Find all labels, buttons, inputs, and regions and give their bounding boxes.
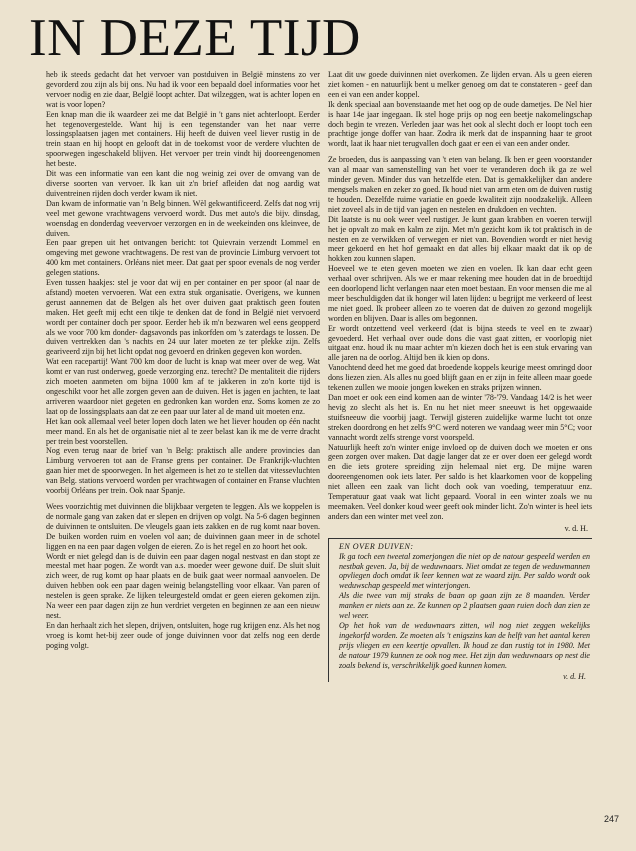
right-column: [328, 70, 592, 840]
paragraph: Ik denk speciaal aan bovenstaande met het oog op de oude dametjes. De Nel hier is haar 14e jaar ingegaan. Ik stel hoge prijs op nog een beetje nakomelingschap doch begin te vrezen. Verleden jaar was het ook al slecht doch er loopt toch een prachtige jonge doffer van haar. Zodra ik merk dat de inspanning haar te groot wordt, laat ik haar niet terugvallen doch gaat er een ei van een ander onder.: [328, 99, 592, 149]
paragraph: heb ik steeds gedacht dat het vervoer van postduiven in België minstens zo ver gevorderd zou zijn als bij ons. Nu had ik voor een bepaald doel informaties voor het vervoer nodig en zie daar, België loopt achter. Dat wilzeggen, wat is achter lopen en wat is voor lopen?: [46, 70, 320, 109]
paragraph: Het kan ook allemaal veel beter lopen doch laten we het liever houden op één nacht meer mand. En als het de organisatie niet al te zeer belast kan ik me de verre dracht per trein best voorstellen.: [46, 416, 320, 446]
sidebar-box: [328, 538, 592, 683]
paragraph: Dan kwam de informatie van 'n Belg binnen. Wèl gekwantificeerd. Zelfs dat nog vrij veel met gewone vrachtwagens vervoerd wordt. Dus met auto's die bijv. dinsdag, woensdag en donderdag veevervoer verzorgen en in de weekeinden ons kleinvee, de duiven.: [46, 198, 320, 238]
paragraph: Dit laatste is nu ook weer veel rustiger. Je kunt gaan krabben en voeren terwijl het je opvalt zo mak en kalm ze zijn. Met m'n gezicht kom ik tot praktisch in de nesten en ze verwikken of verwegen er niet van. Bovendien wordt er niet hevig meer gekoerd en het hof gemaakt en dat alles bij elkaar maakt dat ik op de hokken zou kunnen slapen.: [328, 214, 592, 264]
paragraph: Wordt er niet gelegd dan is de duivin een paar dagen nogal nestvast en dan stopt ze meestal met haar pogen. Ze wordt van a.s. moeder weer gewone duif. De sluit sluit zich weer, de rug komt op haar plaats en de buik gaat weer normaal aanvoelen. De duiven hebben ook een paar dagen weinig belangstelling voor elkaar. Van paren of nestelen is geen sprake. Ze lijken teleurgesteld omdat er geen eieren gekomen zijn. Na weer een paar dagen zijn ze hun verdriet vergeten en beginnen ze aan een nieuw nest.: [46, 551, 320, 620]
paragraph: Nog even terug naar de brief van 'n Belg: praktisch alle andere provincies dan Limburg vervoeren tot aan de Franse grens per container. De Frankrijk-vluchten gaan hier met de spoorwegen. In het algemeen is het zo te stellen dat vitessevluchten van Belg. stations vervoerd worden per vrachtwagen of container en Franse vluchten voorbij Orléans per trein. Ook naar Spanje.: [46, 446, 320, 496]
box-signature: v. d. H.: [563, 672, 586, 682]
paragraph: Dan moet er ook een eind komen aan de winter '78-'79. Vandaag 14/2 is het weer hevig zo slecht als het is. En nu het niet meer sneeuwt is het opgewaaide stuifsneeuw die voorbij jaagt. Terwijl gisteren zuidelijke warme lucht tot onze streken doordrong en het zelfs 9°C werd noteren we vandaag weer min 5°C; voor vannacht wordt zelfs strenge vorst voorspeld.: [328, 393, 592, 442]
right-column-body: [328, 70, 592, 522]
paragraph: Natuurlijk heeft zo'n winter enige invloed op de duiven doch we moeten er ons geen zorgen over maken. Dat dagje langer dat ze er over doen eer gelegd wordt en die iets grotere spreiding zijn helemaal niet erg. De mijne waren dooreengenomen ook iets later. Per saldo is het klaarkomen voor de koppeling niet alleen een zaak van licht doch ook van voeding, temperatuur enz. Temperatuur gaat vaak wat licht gepaard. Vooral in een winter zoals we nu meemaken. Veel donker koud weer geeft ook minder licht. Zo'n winter is heel iets anders dan een winter met veel zon.: [328, 442, 592, 521]
paragraph: Als die twee van mij straks de baan op gaan zijn ze 8 maanden. Verder manken er niets aan ze. Ze kunnen op 2 plaatsen gaan ruien doch dan zien ze wel weer.: [339, 591, 590, 621]
box-body: [339, 552, 590, 671]
paragraph: Dit was een informatie van een kant die nog weinig zei over de omvang van de diverse soorten van vervoer. Ik kan uit z'n brief afleiden dat nog aardig wat duiventreinen rijden doch verder kwam ik niet.: [46, 169, 320, 198]
paragraph: Ze broeden, dus is aanpassing van 't eten van belang. Ik ben er geen voorstander van al maar van samenstelling van het voer te veranderen doch ik ga ze wel minder geven. Minder dus van hetzelfde eten. Dat is gemakkelijker dan andere mengsels maken en zeker zo goed. Ik houd niet van arm eten om de duiven rustig te houden. Dezelfde ruime variatie en goede kwaliteit zijn noodzakelijk. Alleen niet zoveel als in de tijd van jagen en nestelen en drukdoen en vechten.: [328, 155, 592, 214]
page-title: IN DEZE TIJD: [29, 9, 361, 67]
right-signature: v. d. H.: [564, 523, 588, 533]
paragraph: En dan herhaalt zich het slepen, drijven, ontsluiten, hoge rug krijgen enz. Als het nog vroeg is komt het-bij zeer oude of jonge duivinnen voor dat zelfs nog een derde poging volgt.: [46, 620, 320, 650]
paragraph: Even tussen haakjes: stel je voor dat wij en per container en per spoor (al naar de afstand) moeten vervoeren. Wat een extra stuk organisatie. Overigens, we kunnen gerust aannemen dat de Belgen als het over duiven gaat praktisch geen fouten maken. Het geeft mij echt een tikje te denken dat de fond in België niet vervoerd wordt per container doch per spoor. Eerder heb ik m'n bezwaren wel eens geopperd als we voor 700 km donder- dagsavonds pas inkorfden om 's zaterdags te lossen. De duiven vertrekken dan 's nachts en 24 uur later moeten ze ter plekke zijn. Zelfs geariveerd zijn bij het licht opdat nog gevoerd en drinken gegeven kon worden.: [46, 278, 320, 357]
page-number: 247: [604, 814, 620, 824]
left-column: [46, 70, 320, 840]
paragraph: Op het hok van de weduwnaars zitten, wil nog niet zeggen wekelijks ingekorfd worden. Ze moeten als 't enigszins kan de helft van het aantal keren prijs vliegen en een keertje opvallen. Ik houd ze dan rustig tot in 1980. Met de natour 1979 kunnen ze ook nog mee. Het zijn dan weduwnaars op nest die zoals bekend is, verschrikkelijk goed kunnen komen.: [339, 620, 590, 670]
paragraph: Wat een racepartij! Want 700 km door de lucht is knap wat meer over de weg. Wat komt er van rust onderweg, goede verzorging enz. terecht? De mentaliteit die rijders zich moeten aanmeten om bijna 1000 km af te jakkeren in zo'n korte tijd is ongeschikt voor het alle zorgen geven aan de duiven. Het is jagen en jachten, te laat arriveren waardoor niet gegeten en gedronken kan worden enz. Soms komen ze zo laat op de lossingsplaats aan dat ze een paar uur later al de mand uit moeten enz.: [46, 357, 320, 416]
box-heading: EN OVER DUIVEN:: [339, 541, 414, 551]
paragraph: Er wordt ontzettend veel verkeerd (dat is bijna steeds te veel en te zwaar) gevoederd. Het verhaal over oude dons die vast gaat zitten, er voorlopig niet uitgaat enz. houd ik nu maar achter m'n kiezen doch het is een stuk ervaring van alle jaren na de oorlog. Altijd ben ik kien op dons.: [328, 323, 592, 363]
paragraph: Hoeveel we te eten geven moeten we zien en voelen. Ik kan daar echt geen verhaal over schrijven. Als we er maar rekening mee houden dat in de broedtijd een doorlopend licht verlangen naar eten moet bestaan. En voor mensen die me al meer beschuldigden dat ik honger wil laten lijden: u begrijpt me verkeerd of leest me niet goed. Ik probeer alleen zo te voeren dat de duiven zo gezond mogelijk worden en blijven. Daar is alles om begonnen.: [328, 264, 592, 323]
paragraph: Een knap man die ik waardeer zei me dat België in 't gans niet achterloopt. Eerder het tegenovergestelde. Want hij is een tegenstander van het naar verre lossingsplaatsen jagen met containers. Hij heeft de duiven veel liever rustig in de trein staan en hij hoopt en gelooft dat in de toekomst voor de verdere vluchten de spoorwegen ingeschakeld blijven. Het vervoer per trein vindt hij dooreengenomen het beste.: [46, 109, 320, 169]
paragraph: Wees voorzichtig met duivinnen die blijkbaar vergeten te leggen. Als we koppelen is de normale gang van zaken dat er slepen en drijven op volgt. Na 5-6 dagen beginnen de duivinnen te ontsluiten. De vleugels gaan iets zakken en de rug komt naar boven. De buiken worden ruim en voelen vol aan; de duivinnen gaan meer in de schotel liggen en na een paar dagen volgen de eieren. Zo is het regel en zo hoort het ook.: [46, 501, 320, 551]
paragraph: Laat dit uw goede duivinnen niet overkomen. Ze lijden ervan. Als u geen eieren ziet komen - en natuurlijk bent u melker genoeg om dat te constateren - geef dan een ei van een ander koppel.: [328, 70, 592, 99]
paragraph: Vanochtend deed het me goed dat broedende koppels keurige meest omringd door dons liezen zien. Als alles nu goed blijft gaan en er zijn in feite alleen maar goede tekenen zullen we mooie jongen kweken en straks prijzen winnen.: [328, 363, 592, 393]
paragraph: Ik ga toch een tweetal zomerjongen die niet op de natour gespeeld werden en nestbak geven. Ja, bij de weduwnaars. Niet omdat ze tegen de weduwmannen opvliegen doch omdat ik leer kennen wat ze waard zijn. Per saldo wordt ook weduwschap gespeeld met winterjongen.: [339, 551, 590, 591]
paragraph: Een paar grepen uit het ontvangen bericht: tot Quievrain verzendt Lommel en omgeving met gewone vrachtwagens. De rest van de provincie Limburg vervoert tot 400 km met containers. Orléans niet meer. Dat gaat per spoor evenals de nog verder gelegen stations.: [46, 238, 320, 278]
